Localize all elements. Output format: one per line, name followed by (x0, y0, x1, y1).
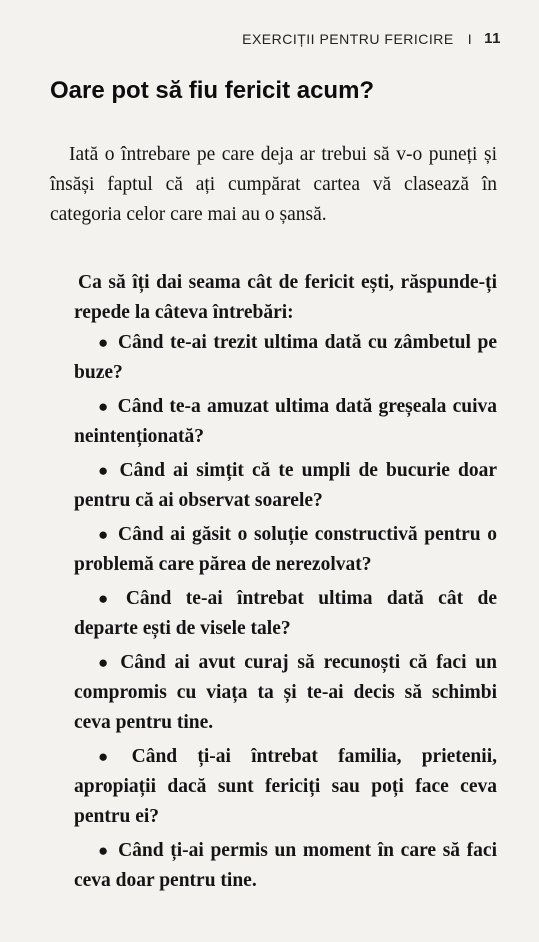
question-item (74, 456, 497, 516)
running-head-title: EXERCIȚII PENTRU FERICIRE (242, 30, 454, 47)
bullet-icon: ● (98, 397, 110, 416)
bullet-icon: ● (98, 589, 118, 608)
question-item (74, 392, 497, 452)
question-text: Când ai simțit că te umpli de bucurie doar pentru că ai observat soarele? (74, 460, 497, 511)
question-item (74, 836, 497, 896)
question-text: Când ți-ai permis un moment în care să faci ceva doar pentru tine. (74, 840, 498, 891)
question-item (74, 742, 497, 832)
question-text: Când ai găsit o soluție constructivă pentru o problemă care părea de nerezolvat? (74, 524, 497, 575)
question-text: Când te-ai întrebat ultima dată cât de departe ești de visele tale? (74, 588, 497, 639)
question-text: Când te-ai trezit ultima dată cu zâmbetul pe buze? (74, 332, 497, 383)
bullet-icon: ● (98, 525, 111, 544)
bullet-icon: ● (98, 747, 124, 766)
question-item (74, 328, 497, 388)
question-item (74, 648, 497, 738)
bullet-icon: ● (98, 653, 113, 672)
question-item (74, 520, 497, 580)
running-head (242, 30, 501, 47)
running-head-separator: I (467, 30, 473, 47)
bullet-icon: ● (98, 841, 111, 860)
question-text: Când ți-ai întrebat familia, prietenii, apropiații dacă sunt fericiți sau poți face ceva pentru ei? (74, 746, 497, 827)
question-item (74, 584, 497, 644)
chapter-title: Oare pot să fiu fericit acum? (50, 77, 375, 104)
intro-paragraph: Iată o întrebare pe care deja ar trebui să v-o puneți și însăși faptul că ați cumpărat cartea vă clasează în categoria celor care mai au o șansă. (50, 144, 497, 225)
lead-paragraph: Ca să îți dai seama cât de fericit ești, răspunde-ți repede la câteva întrebări: (74, 272, 497, 323)
question-text: Când ai avut curaj să recunoști că faci un compromis cu viața ta și te-ai decis să schimbi ceva pentru tine. (74, 652, 497, 733)
bullet-icon: ● (98, 333, 110, 352)
question-list (74, 328, 497, 900)
question-text: Când te-a amuzat ultima dată greșeala cuiva neintenționată? (74, 396, 497, 447)
bullet-icon: ● (98, 461, 112, 480)
page-number: 11 (484, 30, 501, 47)
